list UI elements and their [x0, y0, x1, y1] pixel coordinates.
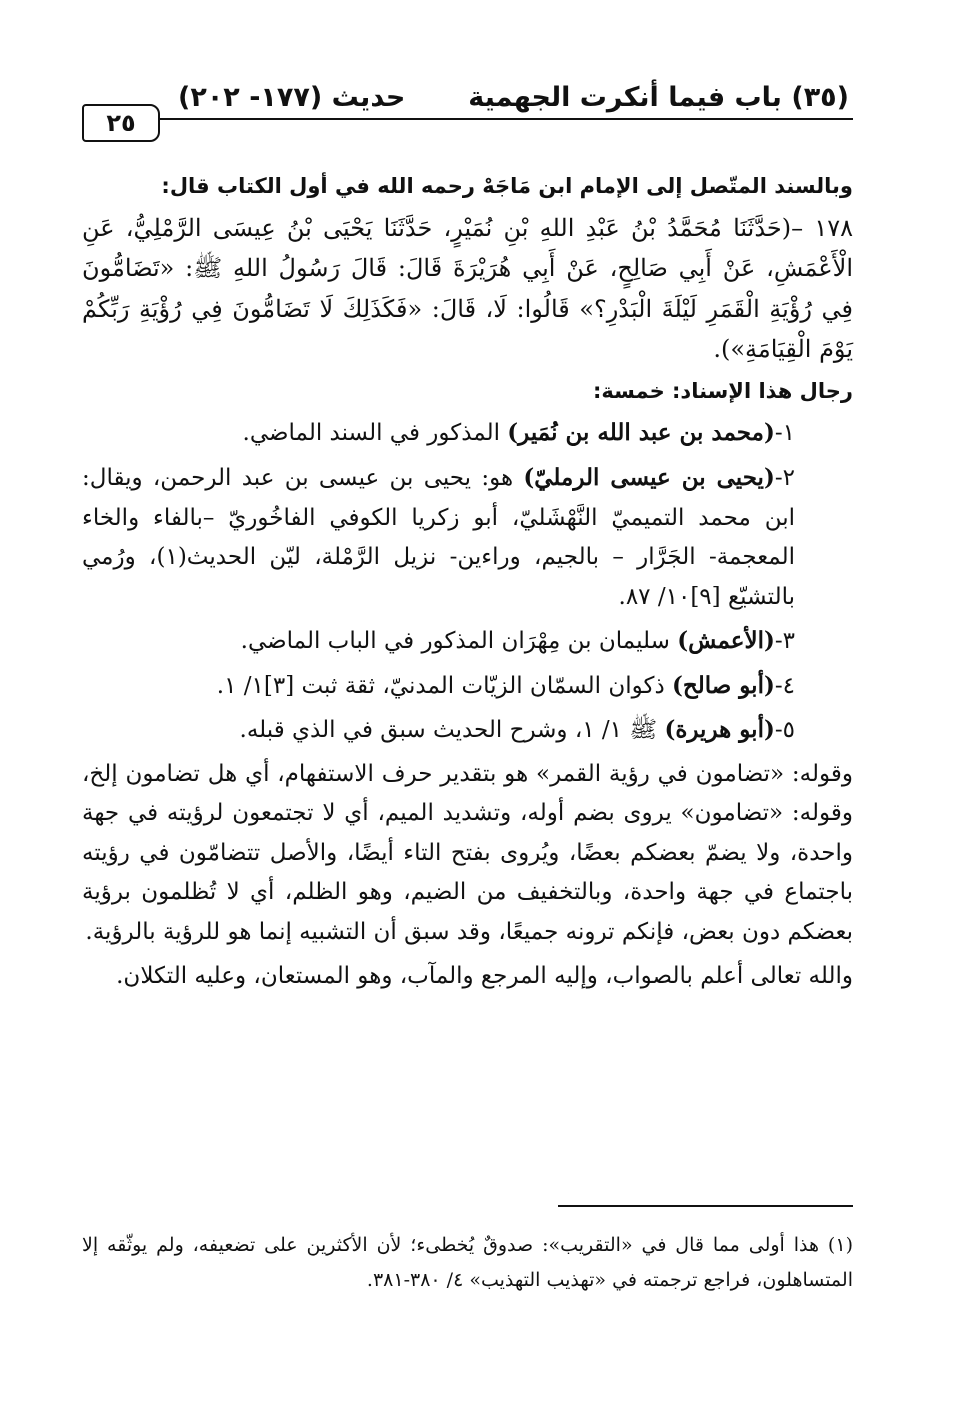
narrator-name: (يحيى بن عيسى الرمليّ): [523, 464, 775, 492]
narrator-item: [82, 710, 853, 751]
chapter-title: (٣٥) باب فيما أنكرت الجهمية: [468, 82, 849, 113]
narrator-details: ﷺ ١/ ١، وشرح الحديث سبق في الذي قبله.: [239, 717, 665, 744]
narrator-number: ٢-: [774, 465, 795, 492]
narrator-name: (محمد بن عبد الله بن نُمَير): [507, 419, 775, 447]
narrator-number: ٣-: [774, 628, 795, 655]
hadith-text: ١٧٨ –(حَدَّثَنَا مُحَمَّدُ بْنُ عَبْدِ اللهِ بْنِ نُمَيْرٍ، حَدَّثَنَا يَحْيَى بْنُ عِيسَى الرَّمْلِيُّ، عَنِ الْأَعْمَشِ، عَنْ أَبِي صَالِحٍ، عَنْ أَبِي هُرَيْرَةَ قَالَ: قَالَ رَسُولُ اللهِ ﷺ: «تَضَامُّونَ فِي رُؤْيَةِ الْقَمَرِ لَيْلَةَ الْبَدْرِ؟» قَالُوا: لَا، قَالَ: «فَكَذَلِكَ لَا تَضَامُّونَ فِي رُؤْيَةِ رَبِّكُمْ يَوْمَ الْقِيَامَةِ»).: [82, 214, 853, 364]
header-divider: [160, 118, 853, 120]
hadith-range: حديث (١٧٧- ٢٠٢): [178, 82, 406, 113]
page-number: ٢٥: [82, 104, 160, 142]
narrator-details: ذكوان السمّان الزيّات المدنيّ، ثقة ثبت [٣]١/ ١.: [216, 672, 673, 699]
closing-line: والله تعالى أعلم بالصواب، وإليه المرجع والمآب، وهو المستعان، وعليه التكلان.: [116, 962, 853, 989]
narrator-number: ٤-: [774, 672, 795, 699]
narrator-item: [82, 458, 853, 617]
narrator-item: [82, 413, 853, 454]
narrator-number: ٥-: [774, 717, 795, 744]
isnad-intro: وبالسند المتّصل إلى الإمام ابن مَاجَهْ رحمه الله في أول الكتاب قال:: [161, 174, 853, 198]
narrator-details: هو: يحيى بن عيسى بن عبد الرحمن، ويقال: ابن محمد التميميّ النَّهْشَليّ، أبو زكريا الكوفي الفاخُوريّ –بالفاء والخاء المعجمة- الجَرَّار – بالجيم، وراءين- نزيل الرَّمْلة، ليّن الحديث(١)، ورُمي بالتشيّع [٩]١٠/ ٨٧.: [82, 465, 795, 610]
main-text: [82, 168, 853, 1000]
narrators-heading: رجال هذا الإسناد: خمسة:: [593, 379, 853, 404]
narrator-name: (أبو هريرة): [664, 716, 775, 744]
footnote: [82, 1228, 853, 1298]
narrator-name: (أبو صالح): [672, 671, 775, 699]
footnote-divider: [558, 1205, 853, 1207]
narrator-item: [82, 666, 853, 707]
footnote-text: (١) هذا أولى مما قال في «التقريب»: صدوقٌ يُخطىء؛ لأن الأكثرين على تضعيفه، ولم يوثّقه إلا المتساهلون، فراجع ترجمته في «تهذيب التهذيب» ٤/ ٣٨٠-٣٨١.: [82, 1234, 853, 1292]
narrator-item: [82, 621, 853, 662]
commentary-paragraph: وقوله: «تضامون في رؤية القمر» هو بتقدير حرف الاستفهام، أي هل تضامون إلخ، وقوله: «تضامون» يروى بضم أوله، وتشديد الميم، أي لا تجتمعون لرؤيته في جهة واحدة، ولا يضمّ بعضكم بعضًا، ويُروى بفتح التاء أيضًا، والأصل تتضامّون في رؤيته باجتماع في جهة واحدة، وبالتخفيف من الضيم، وهو الظلم، أي لا تُظلمون برؤية بعضكم دون بعض، فإنكم ترونه جميعًا، وقد سبق أن التشبيه إنما هو للرؤية بالرؤية.: [82, 760, 853, 946]
narrator-name: (الأعمش): [677, 627, 775, 655]
narrator-details: المذكور في السند الماضي.: [242, 420, 508, 447]
narrator-details: سليمان بن مِهْرَان المذكور في الباب الماضي.: [240, 628, 678, 655]
narrator-number: ١-: [774, 420, 795, 447]
